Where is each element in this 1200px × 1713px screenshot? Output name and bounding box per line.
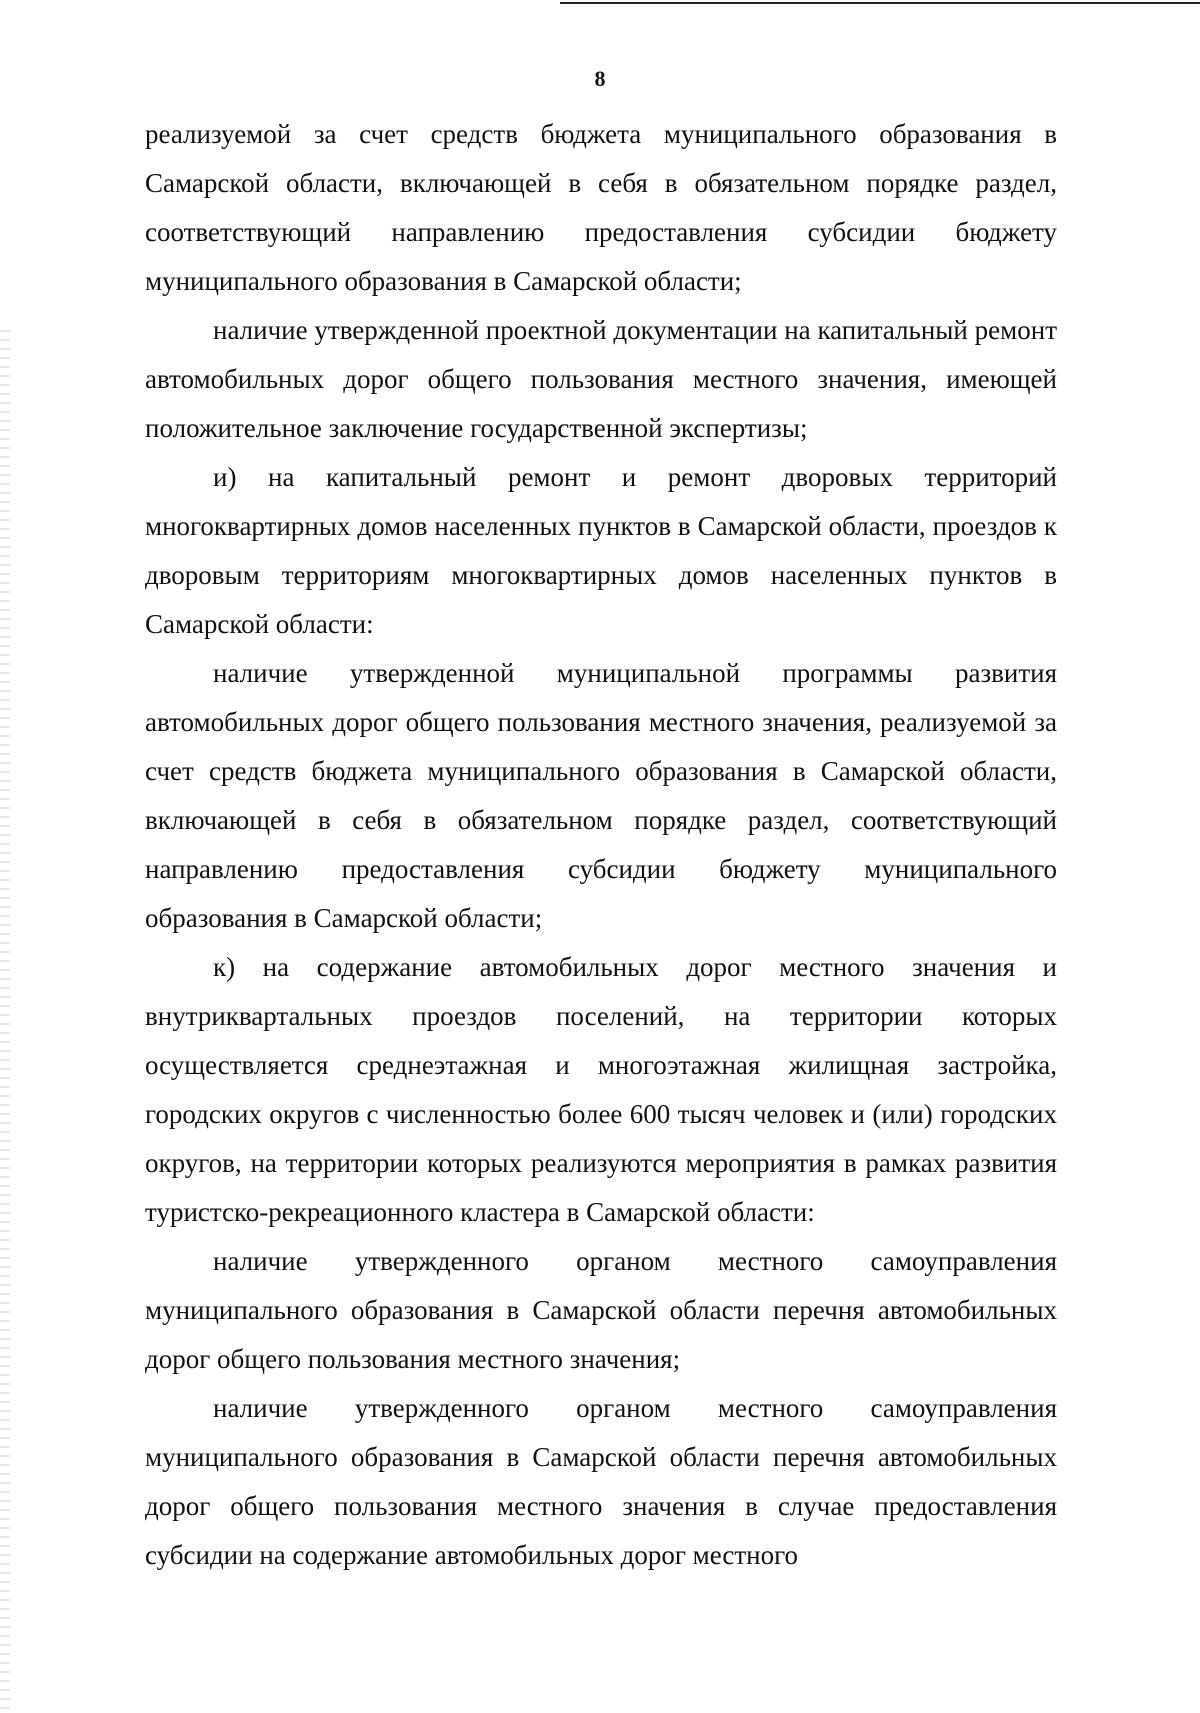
scan-left-edge-artifact: [0, 330, 10, 1710]
paragraph-3: и) на капитальный ремонт и ремонт дворовых территорий многоквартирных домов населенных пунктов в Самарской области, проездов к дворовым территориям многоквартирных домов населенных пунктов в Самарской области:: [145, 462, 1057, 639]
paragraph-6: наличие утвержденного органом местного самоуправления муниципального образования в Самарской области перечня автомобильных дорог общего пользования местного значения;: [145, 1246, 1057, 1374]
page-number: 8: [594, 66, 606, 91]
paragraph-2: наличие утвержденной проектной документации на капитальный ремонт автомобильных дорог общего пользования местного значения, имеющей положительное заключение государственной экспертизы;: [145, 315, 1057, 443]
paragraph-4: наличие утвержденной муниципальной программы развития автомобильных дорог общего пользования местного значения, реализуемой за счет средств бюджета муниципального образования в Самарской области, включающей в себя в обязательном порядке раздел, соответствующий направлению предоставления субсидии бюджету муниципального образования в Самарской области;: [145, 658, 1057, 933]
scan-top-rule: [560, 2, 1200, 4]
paragraph-5: к) на содержание автомобильных дорог местного значения и внутриквартальных проездов поселений, на территории которых осуществляется среднеэтажная и многоэтажная жилищная застройка, городских округов с численностью более 600 тысяч человек и (или) городских округов, на территории которых реализуются мероприятия в рамках развития туристско-рекреационного кластера в Самарской области:: [145, 952, 1057, 1227]
paragraph-7: наличие утвержденного органом местного самоуправления муниципального образования в Самарской области перечня автомобильных дорог общего пользования местного значения в случае предоставления субсидии на содержание автомобильных дорог местного: [145, 1393, 1057, 1570]
document-body: [145, 110, 1057, 1580]
paragraph-1: реализуемой за счет средств бюджета муниципального образования в Самарской области, включающей в себя в обязательном порядке раздел, соответствующий направлению предоставления субсидии бюджету муниципального образования в Самарской области;: [145, 119, 1057, 296]
